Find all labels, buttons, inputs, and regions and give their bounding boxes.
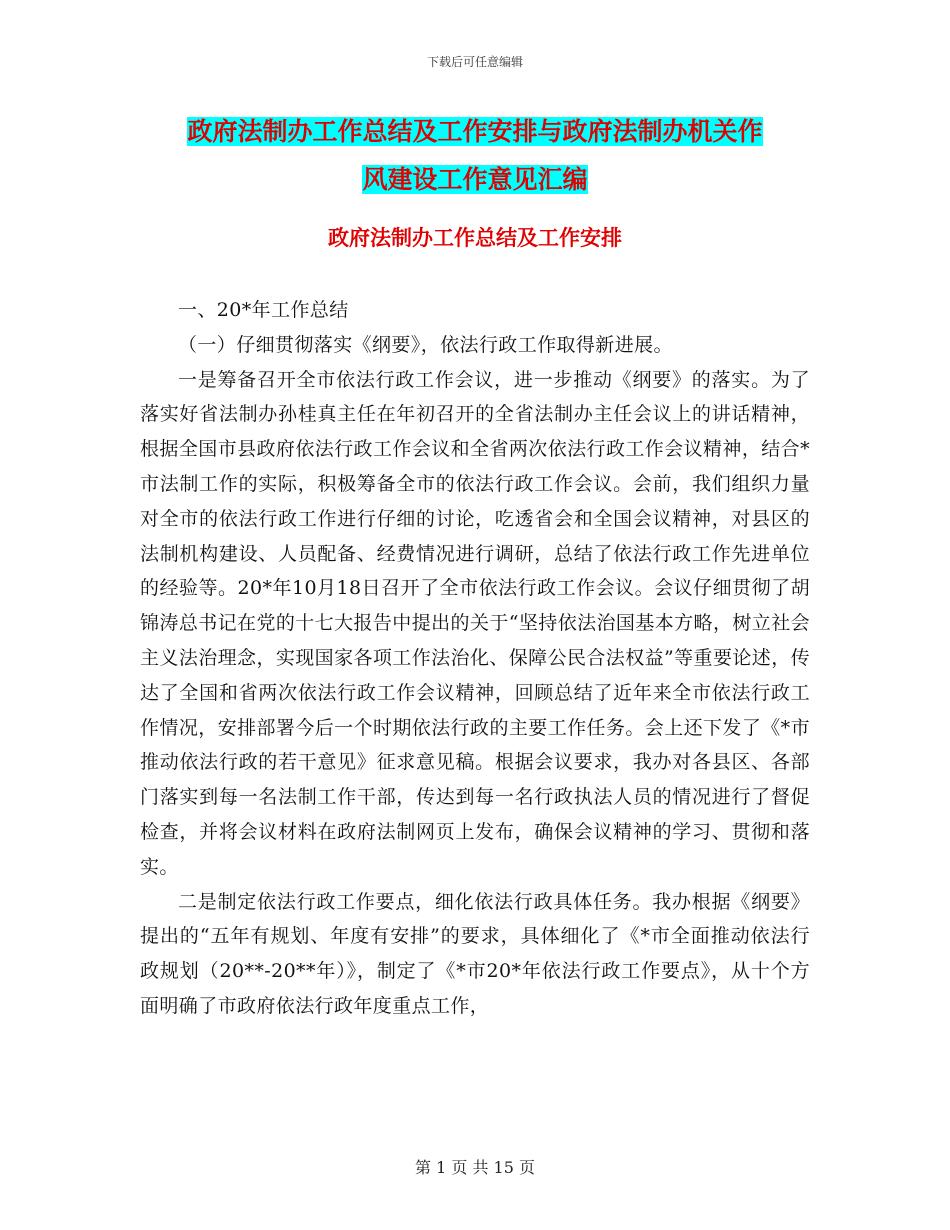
paragraph-second-point: 二是制定依法行政工作要点，细化依法行政具体任务。我办根据《纲要》提出的“五年有规划、年度有安排”的要求，具体细化了《*市全面推动依法行政规划（20**-20**年）》，制定了《*市20*年依法行政工作要点》，从十个方面明确了市政府依法行政年度重点工作， [140,890,810,1017]
paragraph-first-point: 一是筹备召开全市依法行政工作会议，进一步推动《纲要》的落实。为了落实好省法制办孙桂真主任在年初召开的全省法制办主任会议上的讲话精神，根据全国市县政府依法行政工作会议和全省两次依法行政工作会议精神，结合*市法制工作的实际，积极筹备全市的依法行政工作会议。会前，我们组织力量对全市的依法行政工作进行仔细的讨论，吃透省会和全国会议精神，对县区的法制机构建设、人员配备、经费情况进行调研，总结了依法行政工作先进单位的经验等。20*年10月18日召开了全市依法行政工作会议。会议仔细贯彻了胡锦涛总书记在党的十七大报告中提出的关于“坚持依法治国基本方略，树立社会主义法治理念，实现国家各项工作法治化、保障公民合法权益”等重要论述，传达了全国和省两次依法行政工作会议精神，回顾总结了近年来全市依法行政工作情况，安排部署今后一个时期依法行政的主要工作任务。会上还下发了《*市推动依法行政的若干意见》征求意见稿。根据会议要求，我办对各县区、各部门落实到每一名法制工作干部，传达到每一名行政执法人员的情况进行了督促检查，并将会议材料在政府法制网页上发布，确保会议精神的学习、贯彻和落实。 [140,368,810,878]
title-line-2: 风建设工作意见汇编 [362,165,588,194]
subheading-one: （一）仔细贯彻落实《纲要》，依法行政工作取得新进展。 [178,333,673,356]
page-footer: 第 1 页 共 15 页 [415,1158,535,1177]
heading-annual-summary: 一、20*年工作总结 [178,299,349,321]
section-title: 政府法制办工作总结及工作安排 [328,225,622,250]
title-line-1: 政府法制办工作总结及工作安排与政府法制办机关作 [187,117,763,146]
body-text [140,293,810,1024]
header-note: 下载后可任意编辑 [426,55,523,69]
document-title [140,108,810,204]
